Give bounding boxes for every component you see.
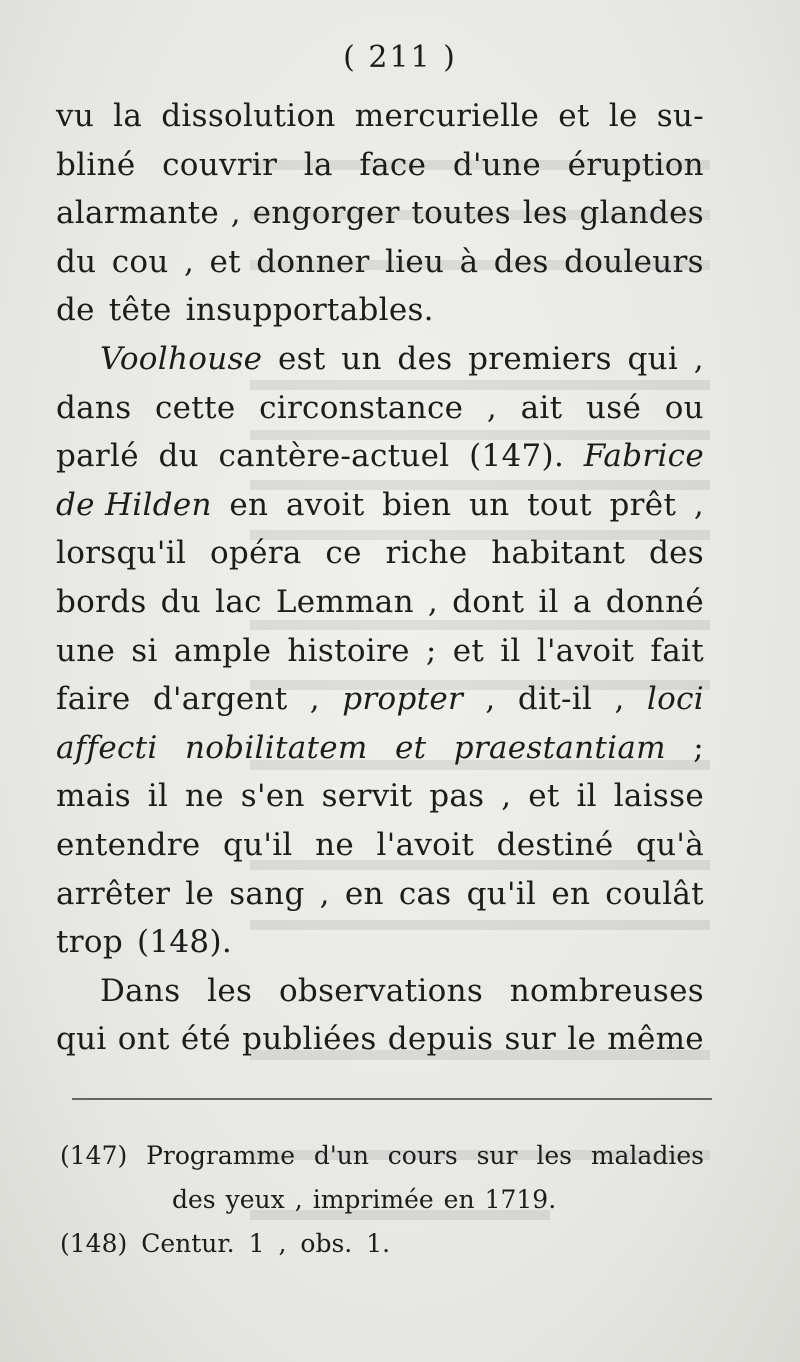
- word: laisse: [613, 778, 704, 815]
- text-line: [56, 286, 704, 335]
- word: lieu: [384, 243, 445, 280]
- word: (148).: [136, 924, 232, 961]
- word: est: [277, 340, 326, 377]
- word: il: [147, 778, 169, 815]
- text-line: [56, 529, 704, 578]
- word: un: [341, 340, 382, 377]
- word: qui: [627, 340, 679, 377]
- word: insupportables.: [185, 292, 434, 329]
- footnote-word: 1: [248, 1229, 265, 1258]
- word: ,: [486, 389, 498, 426]
- word: il: [500, 632, 521, 669]
- footnote-word: obs.: [300, 1229, 353, 1258]
- word: bliné: [56, 146, 136, 183]
- footnote-word: 1719.: [484, 1185, 557, 1214]
- word: les: [522, 195, 568, 232]
- word: ou: [664, 389, 704, 426]
- footnotes: [60, 1134, 704, 1266]
- word: un: [469, 486, 510, 523]
- word: cantère-actuel: [218, 438, 450, 475]
- word: glandes: [579, 195, 704, 232]
- word: ne: [315, 826, 355, 863]
- footnote-word: des: [172, 1185, 216, 1214]
- word: su-: [656, 98, 704, 134]
- text-line: [56, 1015, 704, 1064]
- footnote-word: yeux: [225, 1185, 285, 1214]
- word: en: [229, 486, 269, 523]
- text-line: [56, 432, 704, 481]
- word: opéra: [209, 535, 302, 572]
- word: ,: [501, 778, 512, 815]
- word: une: [56, 632, 116, 669]
- text-line: [56, 189, 704, 238]
- word: la: [113, 98, 143, 134]
- word: l'avoit: [376, 826, 475, 863]
- word: ,: [230, 195, 241, 232]
- footnote-word: (148): [60, 1229, 128, 1258]
- word: des: [397, 340, 453, 377]
- footnote-word: cours: [387, 1141, 458, 1170]
- word: dissolution: [161, 98, 336, 134]
- text-line: [56, 967, 704, 1016]
- italic-word: affecti: [56, 729, 158, 766]
- word: lorsqu'il: [56, 535, 187, 572]
- word: donné: [605, 583, 704, 620]
- word: ,: [427, 583, 439, 620]
- text-line: [56, 578, 704, 627]
- word: circonstance: [259, 389, 464, 426]
- word: ;: [425, 632, 437, 669]
- word: dont: [452, 583, 525, 620]
- word: les: [207, 972, 253, 1009]
- text-line: [56, 481, 704, 530]
- word: tête: [108, 292, 172, 329]
- word: des: [649, 535, 704, 572]
- word: ,: [614, 681, 625, 718]
- italic-word: loci: [646, 681, 704, 718]
- word: ,: [485, 681, 496, 718]
- word: ,: [319, 875, 330, 912]
- word: d'une: [452, 146, 541, 183]
- word: le: [567, 1021, 597, 1058]
- word: douleurs: [564, 243, 704, 280]
- word: été: [180, 1021, 231, 1058]
- word: toutes: [411, 195, 512, 232]
- text-line: [56, 772, 704, 821]
- page-number: ( 211 ): [343, 40, 457, 75]
- word: ait: [520, 389, 563, 426]
- word: publiées: [242, 1021, 377, 1058]
- word: sang: [229, 875, 305, 912]
- word: la: [303, 146, 333, 183]
- word: ,: [183, 243, 195, 280]
- word: à: [459, 243, 479, 280]
- word: mais: [56, 778, 131, 815]
- word: pas: [429, 778, 485, 815]
- italic-word: Fabrice: [583, 438, 704, 475]
- word: si: [131, 632, 158, 669]
- text-line: [56, 675, 704, 724]
- word: ample: [173, 632, 272, 669]
- word: observations: [278, 972, 484, 1009]
- word: donner: [256, 243, 370, 280]
- word: le: [608, 98, 638, 134]
- word: et: [528, 778, 560, 815]
- word: premiers: [468, 340, 612, 377]
- footnote-word: imprimée: [312, 1185, 434, 1214]
- word: Dans: [100, 972, 181, 1009]
- word: ont: [117, 1021, 170, 1058]
- word: histoire: [287, 632, 410, 669]
- footnote-word: ,: [278, 1229, 287, 1258]
- word: le: [185, 875, 215, 912]
- word: avoit: [285, 486, 365, 523]
- italic-word: nobilitatem: [184, 729, 368, 766]
- word: face: [359, 146, 427, 183]
- word: faire: [56, 681, 131, 718]
- word: dit-il: [517, 681, 593, 718]
- word: des: [493, 243, 549, 280]
- word: sur: [504, 1021, 557, 1058]
- word: du: [158, 438, 199, 475]
- word: qu'à: [635, 826, 704, 863]
- footnote-word: Programme: [146, 1141, 295, 1170]
- word: d'argent: [152, 681, 288, 718]
- footnote-line: [60, 1178, 704, 1222]
- footnote-word: en: [443, 1185, 475, 1214]
- word: du: [56, 243, 97, 280]
- word: prêt: [609, 486, 677, 523]
- word: ,: [693, 486, 704, 523]
- word: de: [56, 292, 95, 329]
- footnote-word: sur: [476, 1141, 518, 1170]
- text-line: [56, 821, 704, 870]
- footnote-word: (147): [60, 1141, 128, 1170]
- word: qu'il: [466, 875, 537, 912]
- footnote-word: d'un: [313, 1141, 369, 1170]
- word: bien: [382, 486, 452, 523]
- footnote-word: maladies: [590, 1141, 704, 1170]
- footnote-separator: [72, 1098, 712, 1100]
- word: qu'il: [222, 826, 293, 863]
- footnote-line: [60, 1134, 704, 1178]
- italic-word: et: [394, 729, 427, 766]
- text-line: [56, 384, 704, 433]
- word: servit: [321, 778, 413, 815]
- body-text: [56, 92, 704, 1064]
- word: nombreuses: [509, 972, 704, 1009]
- word: usé: [585, 389, 642, 426]
- word: engorger: [252, 195, 400, 232]
- word: depuis: [387, 1021, 494, 1058]
- word: en: [344, 875, 384, 912]
- word: et: [558, 98, 590, 134]
- word: en: [551, 875, 591, 912]
- word: dans: [56, 389, 132, 426]
- italic-word: Voolhouse: [100, 340, 263, 377]
- word: ne: [185, 778, 224, 815]
- word: coulât: [605, 875, 704, 912]
- italic-word: de Hilden: [56, 486, 212, 523]
- word: mercurielle: [354, 98, 540, 134]
- word: habitant: [491, 535, 626, 572]
- italic-word: propter: [342, 681, 464, 718]
- word: arrêter: [56, 875, 171, 912]
- word: il: [538, 583, 559, 620]
- word: destiné: [496, 826, 614, 863]
- word: parlé: [56, 438, 139, 475]
- word: qui: [56, 1021, 107, 1058]
- word: même: [607, 1021, 704, 1058]
- word: l'avoit: [536, 632, 635, 669]
- word: trop: [56, 924, 123, 961]
- word: éruption: [567, 146, 704, 183]
- footnote-word: les: [536, 1141, 572, 1170]
- word: lac: [215, 583, 262, 620]
- word: cou: [111, 243, 169, 280]
- word: riche: [385, 535, 468, 572]
- footnote-line: [60, 1222, 704, 1266]
- word: cette: [155, 389, 236, 426]
- italic-word: praestantiam: [453, 729, 666, 766]
- word: cas: [398, 875, 452, 912]
- text-line: [56, 92, 704, 141]
- text-line: [56, 141, 704, 190]
- word: ,: [693, 340, 704, 377]
- footnote-word: ,: [294, 1185, 303, 1214]
- footnote-word: Centur.: [141, 1229, 235, 1258]
- word: alarmante: [56, 195, 220, 232]
- word: entendre: [56, 826, 201, 863]
- text-line: [56, 627, 704, 676]
- word: ce: [325, 535, 362, 572]
- word: ,: [309, 681, 320, 718]
- word: Lemman: [275, 583, 414, 620]
- word: s'en: [240, 778, 305, 815]
- word: couvrir: [162, 146, 278, 183]
- word: et: [209, 243, 241, 280]
- text-line: [56, 918, 704, 967]
- text-line: [56, 238, 704, 287]
- word: et: [452, 632, 485, 669]
- word: ;: [693, 729, 704, 766]
- text-line: [56, 724, 704, 773]
- footnote-word: 1.: [366, 1229, 391, 1258]
- word: il: [576, 778, 597, 815]
- word: tout: [527, 486, 592, 523]
- word: a: [572, 583, 592, 620]
- word: (147).: [469, 438, 565, 475]
- word: vu: [56, 98, 95, 134]
- text-line: [56, 335, 704, 384]
- word: bords: [56, 583, 147, 620]
- text-line: [56, 870, 704, 919]
- word: du: [160, 583, 202, 620]
- word: fait: [650, 632, 704, 669]
